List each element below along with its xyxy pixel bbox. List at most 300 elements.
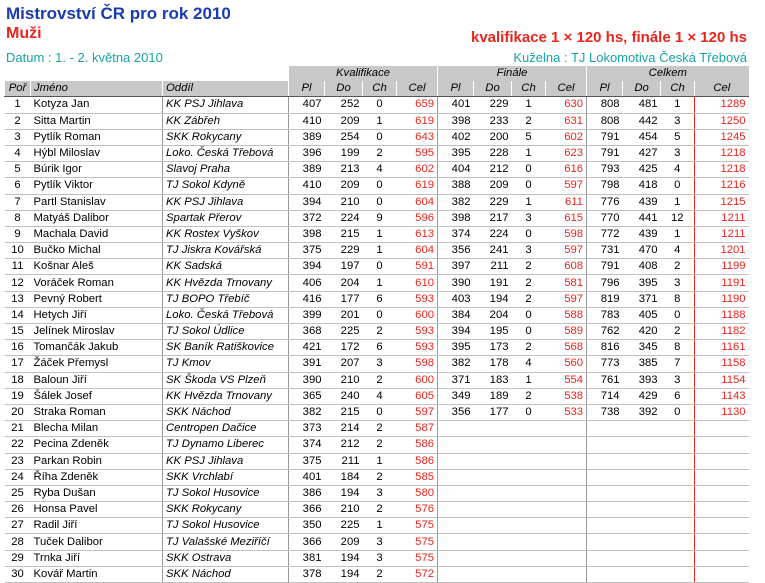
cell-t-cel — [695, 534, 749, 550]
cell-club: KK Hvězda Trnovany — [163, 388, 289, 404]
cell-t-ch: 3 — [661, 372, 695, 388]
cell-t-do: 470 — [623, 243, 661, 259]
cell-q-pl: 372 — [289, 210, 325, 226]
cell-q-cel: 613 — [397, 226, 438, 242]
cell-club: SKK Náchod — [163, 404, 289, 420]
table-row — [5, 550, 749, 566]
group-header-total: Celkem — [587, 66, 749, 81]
cell-q-ch: 0 — [363, 259, 397, 275]
cell-f-pl: 395 — [438, 145, 474, 161]
col-header-q-cel: Cel — [397, 81, 438, 97]
cell-f-pl — [438, 453, 474, 469]
cell-club: Loko. Česká Třebová — [163, 307, 289, 323]
cell-f-cel: 615 — [546, 210, 587, 226]
cell-q-pl: 366 — [289, 502, 325, 518]
cell-t-ch: 0 — [661, 307, 695, 323]
cell-f-do — [474, 437, 512, 453]
cell-name: Tomančák Jakub — [31, 340, 163, 356]
table-row — [5, 356, 749, 372]
cell-t-do: 442 — [623, 113, 661, 129]
cell-q-cel: 598 — [397, 356, 438, 372]
cell-f-do — [474, 453, 512, 469]
table-row — [5, 307, 749, 323]
cell-q-ch: 3 — [363, 485, 397, 501]
cell-t-cel — [695, 421, 749, 437]
cell-t-ch: 3 — [661, 113, 695, 129]
cell-f-cel: 611 — [546, 194, 587, 210]
cell-q-pl: 406 — [289, 275, 325, 291]
table-row — [5, 437, 749, 453]
cell-rank: 2 — [5, 113, 31, 129]
cell-f-do — [474, 421, 512, 437]
cell-t-cel: 1158 — [695, 356, 749, 372]
cell-t-cel — [695, 469, 749, 485]
cell-f-do: 229 — [474, 194, 512, 210]
cell-f-cel — [546, 453, 587, 469]
cell-t-ch — [661, 469, 695, 485]
cell-t-pl: 783 — [587, 307, 623, 323]
col-header-club: Oddíl — [163, 81, 289, 97]
cell-club: TJ Sokol Husovice — [163, 518, 289, 534]
cell-t-ch — [661, 534, 695, 550]
cell-club: TJ Kmov — [163, 356, 289, 372]
cell-f-cel: 602 — [546, 129, 587, 145]
cell-f-pl: 395 — [438, 340, 474, 356]
cell-f-ch — [512, 453, 546, 469]
cell-f-do: 209 — [474, 178, 512, 194]
cell-name: Pytlík Viktor — [31, 178, 163, 194]
cell-club: TJ Sokol Husovice — [163, 485, 289, 501]
cell-f-ch: 0 — [512, 404, 546, 420]
cell-q-pl: 389 — [289, 162, 325, 178]
col-header-name: Jméno — [31, 81, 163, 97]
cell-f-do: 217 — [474, 210, 512, 226]
cell-t-ch: 1 — [661, 97, 695, 113]
cell-q-ch: 1 — [363, 275, 397, 291]
cell-t-pl: 776 — [587, 194, 623, 210]
cell-t-cel: 1215 — [695, 194, 749, 210]
cell-q-pl: 381 — [289, 550, 325, 566]
table-row — [5, 518, 749, 534]
col-header-rank: Poř — [5, 81, 31, 97]
cell-club: TJ BOPO Třebíč — [163, 291, 289, 307]
cell-t-do: 345 — [623, 340, 661, 356]
cell-f-cel — [546, 469, 587, 485]
cell-rank: 5 — [5, 162, 31, 178]
cell-f-cel — [546, 502, 587, 518]
cell-t-pl: 791 — [587, 129, 623, 145]
cell-q-ch: 1 — [363, 113, 397, 129]
cell-club: Centropen Dačice — [163, 421, 289, 437]
cell-f-cel: 623 — [546, 145, 587, 161]
cell-t-ch — [661, 502, 695, 518]
cell-f-ch: 3 — [512, 243, 546, 259]
cell-q-ch: 1 — [363, 226, 397, 242]
cell-t-cel: 1211 — [695, 210, 749, 226]
cell-q-do: 210 — [325, 194, 363, 210]
cell-q-pl: 390 — [289, 372, 325, 388]
cell-q-do: 215 — [325, 226, 363, 242]
cell-name: Bučko Michal — [31, 243, 163, 259]
table-row — [5, 291, 749, 307]
cell-t-cel: 1218 — [695, 145, 749, 161]
cell-t-do: 371 — [623, 291, 661, 307]
cell-q-do: 194 — [325, 485, 363, 501]
cell-q-do: 210 — [325, 372, 363, 388]
cell-t-ch — [661, 485, 695, 501]
cell-club: TJ Sokol Kdyně — [163, 178, 289, 194]
cell-t-cel: 1201 — [695, 243, 749, 259]
cell-f-do: 212 — [474, 162, 512, 178]
cell-q-ch: 2 — [363, 145, 397, 161]
cell-q-cel: 605 — [397, 388, 438, 404]
cell-t-do: 454 — [623, 129, 661, 145]
cell-club: SKK Náchod — [163, 566, 289, 582]
cell-t-ch: 2 — [661, 324, 695, 340]
cell-q-do: 207 — [325, 356, 363, 372]
cell-q-ch: 3 — [363, 356, 397, 372]
cell-rank: 18 — [5, 372, 31, 388]
competition-format: kvalifikace 1 × 120 hs, finále 1 × 120 hs — [470, 29, 747, 46]
cell-f-pl — [438, 469, 474, 485]
cell-f-ch: 2 — [512, 275, 546, 291]
cell-q-cel: 659 — [397, 97, 438, 113]
cell-f-pl: 394 — [438, 324, 474, 340]
cell-t-pl: 793 — [587, 162, 623, 178]
cell-t-ch: 12 — [661, 210, 695, 226]
table-row — [5, 178, 749, 194]
cell-f-cel — [546, 421, 587, 437]
cell-f-ch — [512, 534, 546, 550]
cell-q-ch: 4 — [363, 162, 397, 178]
table-row — [5, 404, 749, 420]
col-header-q-do: Do — [325, 81, 363, 97]
cell-t-pl: 796 — [587, 275, 623, 291]
cell-t-pl — [587, 502, 623, 518]
cell-club: TJ Jiskra Kovářská — [163, 243, 289, 259]
cell-t-ch: 8 — [661, 291, 695, 307]
cell-q-do: 194 — [325, 550, 363, 566]
cell-club: KK Sadská — [163, 259, 289, 275]
cell-t-ch — [661, 550, 695, 566]
cell-t-ch: 7 — [661, 356, 695, 372]
cell-q-do: 184 — [325, 469, 363, 485]
cell-f-do — [474, 502, 512, 518]
cell-t-do — [623, 566, 661, 582]
cell-t-ch: 3 — [661, 145, 695, 161]
cell-t-ch — [661, 437, 695, 453]
cell-f-cel: 554 — [546, 372, 587, 388]
cell-name: Hýbl Miloslav — [31, 145, 163, 161]
cell-rank: 23 — [5, 453, 31, 469]
cell-rank: 30 — [5, 566, 31, 582]
cell-name: Blecha Milan — [31, 421, 163, 437]
cell-name: Jelínek Miroslav — [31, 324, 163, 340]
cell-f-ch: 1 — [512, 145, 546, 161]
results-body — [5, 97, 749, 583]
cell-t-pl — [587, 421, 623, 437]
cell-q-do: 204 — [325, 275, 363, 291]
cell-q-pl: 382 — [289, 404, 325, 420]
cell-q-ch: 1 — [363, 243, 397, 259]
table-row — [5, 469, 749, 485]
cell-q-pl: 401 — [289, 469, 325, 485]
cell-t-pl: 738 — [587, 404, 623, 420]
cell-t-cel: 1211 — [695, 226, 749, 242]
cell-q-cel: 593 — [397, 340, 438, 356]
cell-rank: 3 — [5, 129, 31, 145]
cell-f-do: 204 — [474, 307, 512, 323]
cell-q-ch: 0 — [363, 404, 397, 420]
cell-q-do: 215 — [325, 404, 363, 420]
cell-rank: 8 — [5, 210, 31, 226]
cell-name: Kotyza Jan — [31, 97, 163, 113]
cell-q-pl: 391 — [289, 356, 325, 372]
cell-f-pl: 398 — [438, 113, 474, 129]
cell-f-ch — [512, 502, 546, 518]
cell-q-do: 209 — [325, 178, 363, 194]
cell-club: Slavoj Praha — [163, 162, 289, 178]
cell-f-ch: 2 — [512, 113, 546, 129]
cell-t-cel: 1199 — [695, 259, 749, 275]
cell-q-pl: 410 — [289, 113, 325, 129]
cell-f-pl — [438, 518, 474, 534]
cell-t-pl: 761 — [587, 372, 623, 388]
cell-f-do: 241 — [474, 243, 512, 259]
results-table — [4, 66, 749, 583]
cell-t-do: 395 — [623, 275, 661, 291]
cell-t-do: 439 — [623, 194, 661, 210]
cell-f-cel — [546, 485, 587, 501]
table-row — [5, 340, 749, 356]
cell-f-cel: 560 — [546, 356, 587, 372]
cell-f-do — [474, 469, 512, 485]
cell-f-pl: 382 — [438, 194, 474, 210]
cell-t-cel: 1182 — [695, 324, 749, 340]
cell-f-cel: 597 — [546, 243, 587, 259]
cell-t-do: 429 — [623, 388, 661, 404]
cell-t-ch: 5 — [661, 129, 695, 145]
cell-name: Říha Zdeněk — [31, 469, 163, 485]
cell-f-cel: 597 — [546, 291, 587, 307]
cell-f-do: 183 — [474, 372, 512, 388]
cell-q-ch: 0 — [363, 307, 397, 323]
cell-t-do: 427 — [623, 145, 661, 161]
cell-f-cel — [546, 566, 587, 582]
group-header-row — [5, 66, 749, 81]
cell-q-do: 209 — [325, 113, 363, 129]
cell-name: Pecina Zdeněk — [31, 437, 163, 453]
cell-club: Spartak Přerov — [163, 210, 289, 226]
cell-f-pl — [438, 421, 474, 437]
table-row — [5, 275, 749, 291]
cell-q-ch: 3 — [363, 534, 397, 550]
cell-name: Košnar Aleš — [31, 259, 163, 275]
cell-t-pl — [587, 518, 623, 534]
cell-t-pl: 808 — [587, 97, 623, 113]
cell-q-pl: 394 — [289, 194, 325, 210]
cell-q-ch: 0 — [363, 178, 397, 194]
cell-t-cel: 1191 — [695, 275, 749, 291]
cell-q-pl: 410 — [289, 178, 325, 194]
cell-f-do: 177 — [474, 404, 512, 420]
cell-f-ch — [512, 550, 546, 566]
cell-club: KK PSJ Jihlava — [163, 194, 289, 210]
cell-q-ch: 4 — [363, 388, 397, 404]
cell-q-cel: 593 — [397, 324, 438, 340]
cell-q-cel: 602 — [397, 162, 438, 178]
cell-rank: 12 — [5, 275, 31, 291]
group-header-final: Finále — [438, 66, 587, 81]
table-row — [5, 566, 749, 582]
cell-t-ch: 0 — [661, 404, 695, 420]
cell-t-pl: 770 — [587, 210, 623, 226]
cell-f-ch: 2 — [512, 259, 546, 275]
cell-q-cel: 593 — [397, 291, 438, 307]
cell-q-pl: 389 — [289, 129, 325, 145]
cell-q-do: 214 — [325, 421, 363, 437]
cell-t-ch — [661, 453, 695, 469]
cell-rank: 1 — [5, 97, 31, 113]
cell-f-pl: 356 — [438, 404, 474, 420]
cell-q-pl: 398 — [289, 226, 325, 242]
category-title: Muži — [6, 25, 42, 42]
cell-t-do — [623, 469, 661, 485]
cell-t-pl: 791 — [587, 259, 623, 275]
cell-q-pl: 386 — [289, 485, 325, 501]
cell-t-pl: 808 — [587, 113, 623, 129]
cell-t-pl: 773 — [587, 356, 623, 372]
cell-t-pl — [587, 534, 623, 550]
cell-f-do: 173 — [474, 340, 512, 356]
table-row — [5, 243, 749, 259]
cell-f-ch: 0 — [512, 162, 546, 178]
table-row — [5, 145, 749, 161]
cell-name: Partl Stanislav — [31, 194, 163, 210]
cell-rank: 7 — [5, 194, 31, 210]
cell-rank: 27 — [5, 518, 31, 534]
cell-t-pl — [587, 485, 623, 501]
cell-t-cel: 1218 — [695, 162, 749, 178]
cell-f-ch: 0 — [512, 324, 546, 340]
cell-q-do: 240 — [325, 388, 363, 404]
cell-t-do: 418 — [623, 178, 661, 194]
cell-f-do — [474, 550, 512, 566]
cell-q-ch: 2 — [363, 566, 397, 582]
cell-rank: 21 — [5, 421, 31, 437]
cell-q-cel: 575 — [397, 550, 438, 566]
table-row — [5, 194, 749, 210]
cell-q-pl: 394 — [289, 259, 325, 275]
cell-q-cel: 591 — [397, 259, 438, 275]
cell-f-pl: 398 — [438, 210, 474, 226]
cell-t-cel: 1216 — [695, 178, 749, 194]
cell-t-pl: 798 — [587, 178, 623, 194]
cell-q-cel: 604 — [397, 243, 438, 259]
cell-f-pl: 388 — [438, 178, 474, 194]
table-row — [5, 421, 749, 437]
cell-q-cel: 572 — [397, 566, 438, 582]
cell-name: Machala David — [31, 226, 163, 242]
cell-rank: 11 — [5, 259, 31, 275]
cell-q-cel: 587 — [397, 421, 438, 437]
col-header-f-do: Do — [474, 81, 512, 97]
cell-q-ch: 2 — [363, 324, 397, 340]
cell-q-ch: 0 — [363, 194, 397, 210]
cell-f-ch: 2 — [512, 340, 546, 356]
cell-f-ch: 2 — [512, 388, 546, 404]
cell-t-do: 441 — [623, 210, 661, 226]
cell-f-do: 233 — [474, 113, 512, 129]
cell-t-do — [623, 421, 661, 437]
cell-q-do: 224 — [325, 210, 363, 226]
cell-t-pl: 731 — [587, 243, 623, 259]
cell-t-do — [623, 502, 661, 518]
cell-f-do — [474, 518, 512, 534]
table-row — [5, 113, 749, 129]
table-row — [5, 226, 749, 242]
cell-f-do: 224 — [474, 226, 512, 242]
cell-rank: 4 — [5, 145, 31, 161]
cell-t-cel: 1289 — [695, 97, 749, 113]
cell-f-cel: 608 — [546, 259, 587, 275]
cell-q-cel: 604 — [397, 194, 438, 210]
cell-name: Búrik Igor — [31, 162, 163, 178]
event-date: Datum : 1. - 2. května 2010 — [6, 50, 163, 65]
cell-club: KK Zábřeh — [163, 113, 289, 129]
cell-t-pl — [587, 469, 623, 485]
cell-club: SK Škoda VS Plzeň — [163, 372, 289, 388]
cell-f-ch: 3 — [512, 210, 546, 226]
cell-name: Straka Roman — [31, 404, 163, 420]
cell-t-do: 425 — [623, 162, 661, 178]
cell-f-cel: 568 — [546, 340, 587, 356]
cell-q-cel: 586 — [397, 437, 438, 453]
cell-f-cel: 533 — [546, 404, 587, 420]
cell-rank: 28 — [5, 534, 31, 550]
cell-f-pl — [438, 485, 474, 501]
cell-q-cel: 576 — [397, 502, 438, 518]
cell-rank: 20 — [5, 404, 31, 420]
cell-name: Kovář Martin — [31, 566, 163, 582]
cell-f-cel: 598 — [546, 226, 587, 242]
cell-f-do — [474, 566, 512, 582]
cell-q-pl: 416 — [289, 291, 325, 307]
cell-q-pl: 378 — [289, 566, 325, 582]
cell-q-ch: 2 — [363, 469, 397, 485]
cell-q-do: 201 — [325, 307, 363, 323]
cell-t-cel — [695, 437, 749, 453]
cell-f-pl: 374 — [438, 226, 474, 242]
cell-club: KK PSJ Jihlava — [163, 453, 289, 469]
cell-t-ch: 3 — [661, 275, 695, 291]
cell-t-ch: 4 — [661, 243, 695, 259]
cell-f-cel: 589 — [546, 324, 587, 340]
cell-f-pl: 397 — [438, 259, 474, 275]
cell-f-ch: 1 — [512, 194, 546, 210]
cell-q-do: 229 — [325, 243, 363, 259]
cell-name: Sitta Martin — [31, 113, 163, 129]
cell-q-pl: 366 — [289, 534, 325, 550]
cell-q-cel: 580 — [397, 485, 438, 501]
cell-f-pl — [438, 534, 474, 550]
cell-rank: 25 — [5, 485, 31, 501]
cell-name: Honsa Pavel — [31, 502, 163, 518]
cell-q-pl: 407 — [289, 97, 325, 113]
cell-name: Voráček Roman — [31, 275, 163, 291]
cell-q-pl: 396 — [289, 145, 325, 161]
cell-t-ch: 4 — [661, 162, 695, 178]
